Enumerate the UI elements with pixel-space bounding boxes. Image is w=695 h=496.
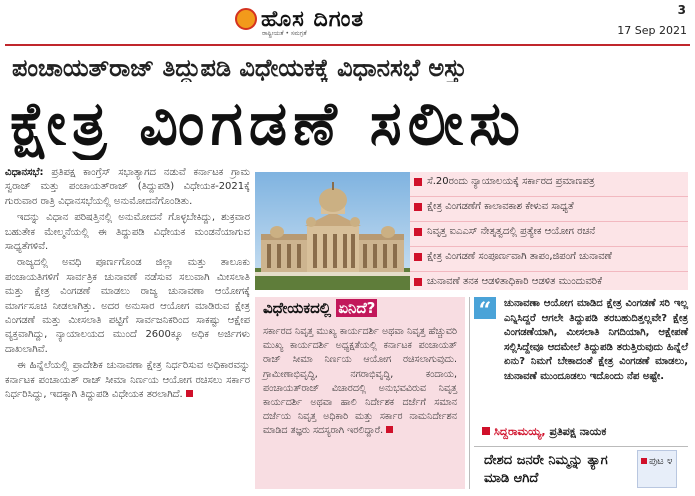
bill-summary-box xyxy=(255,297,465,489)
highlight-item: ಕ್ಷೇತ್ರ ವಿಂಗಡಣೆಗೆ ಕಾಲಾವಕಾಶ ಕೇಳುವ ಸಾಧ್ಯತೆ xyxy=(410,199,688,222)
paragraph-4-text: ಈ ಹಿನ್ನೆಲೆಯಲ್ಲಿ ಪ್ರಾದೇಶಿಕ ಚುನಾವಣಾ ಕ್ಷೇತ್ರ ನಿರ್ಧರಿಸುವ ಅಧಿಕಾರವನ್ನು ಕರ್ನಾಟಕ ಪಂಚಾಯತ್ ರಾಜ್ ಸೀಮಾ ನಿರ್ಣಯ ಆಯೋಗ ರಚಿಸಲು ಸರ್ಕಾರ ನಿರ್ಧರಿಸಿದ್ದು, ಇದಕ್ಕಾಗಿ ತಿದ್ದುಪಡಿ ವಿಧೇಯಕ ತರಲಾಗಿದೆ. xyxy=(5,360,250,401)
masthead-title: ಹೊಸ ದಿಗಂತ xyxy=(261,6,365,32)
teaser-divider xyxy=(474,446,688,447)
masthead-tagline: ರಾಷ್ಟ್ರೀಯತೆ • ಸಮಗ್ರತೆ xyxy=(262,30,307,37)
bullet-icon xyxy=(482,427,490,435)
bill-title-highlight: ಏನಿದೆ? xyxy=(338,299,376,317)
bullet-icon xyxy=(414,253,422,261)
main-headline: ಕ್ಷೇತ್ರ ವಿಂಗಡಣೆ ಸಲೀಸು xyxy=(10,89,527,159)
bill-box-title xyxy=(263,299,377,317)
end-mark-icon xyxy=(186,390,193,397)
quote-box xyxy=(474,297,688,438)
end-mark-icon xyxy=(386,426,393,433)
highlights-box xyxy=(410,172,688,290)
highlight-item: ಚುನಾವಣೆ ತನಕ ಆಡಳಿತಾಧಿಕಾರಿ ಆಡಳಿತ ಮುಂದುವರಿಕೆ xyxy=(410,274,688,296)
bullet-icon xyxy=(414,178,422,186)
highlight-item: ಕ್ಷೇತ್ರ ವಿಂಗಡಣೆ ಸಂಪೂರ್ಣವಾಗಿ ತಾಪಂ,ಜಿಪಂಗೆ ಚುನಾವಣೆ xyxy=(410,249,688,272)
highlight-item: ಸೆ.20ರಂದು ನ್ಯಾಯಾಲಯಕ್ಕೆ ಸರ್ಕಾರದ ಪ್ರಮಾಣಪತ್ರ xyxy=(410,174,688,197)
bullet-icon xyxy=(641,458,647,464)
article-body xyxy=(5,166,250,405)
masthead-rule xyxy=(5,44,690,46)
page-reference-label: ಪುಟ ೪ xyxy=(649,456,673,467)
teaser-headline[interactable]: ದೇಶದ ಜನರೇ ನಿಮ್ಮನ್ನು ತ್ಯಾಗ ಮಾಡಿ ಆಗಿದೆ xyxy=(484,453,608,486)
paragraph-1-text: ಪ್ರತಿಪಕ್ಷ ಕಾಂಗ್ರೆಸ್ ಸಭಾತ್ಯಾಗದ ನಡುವೆ ಕರ್ನಾಟಕ ಗ್ರಾಮ ಸ್ವರಾಜ್ ಮತ್ತು ಪಂಚಾಯತ್‌ರಾಜ್ (ತಿದ್ದುಪಡಿ) ವಿಧೇಯಕ-2021ಕ್ಕೆ ಗುರುವಾರ ರಾತ್ರಿ ವಿಧಾನಸಭೆಯಲ್ಲಿ ಅನುಮೋದನೆಗೊಂಡಿತು. xyxy=(5,167,250,207)
page-reference-tag[interactable] xyxy=(637,450,677,488)
column-divider xyxy=(469,297,470,489)
paragraph-2: ಇದನ್ನು ವಿಧಾನ ಪರಿಷತ್ತಿನಲ್ಲಿ ಅನುಮೋದನೆ ಗೊಳ್ಳಬೇಕಿದ್ದು, ಶುಕ್ರವಾರ ಬಹುತೇಕ ಮೇಲ್ಮನೆಯಲ್ಲಿ ಈ ತಿದ್ದುಪಡಿ ವಿಧೇಯಕ ಮಂಡನೆಯಾಗುವ ಸಾಧ್ಯತೆಗಳಿವೆ. xyxy=(5,212,250,253)
teaser-box[interactable] xyxy=(474,450,688,490)
paragraph-4 xyxy=(5,359,250,402)
paragraph-1 xyxy=(5,166,250,209)
publication-date: 17 Sep 2021 xyxy=(617,24,687,37)
quote-text: ಚುನಾವಣಾ ಆಯೋಗ ಮಾಡಿದ ಕ್ಷೇತ್ರ ವಿಂಗಡಣೆ ಸರಿ ಇಲ್ಲ ಎನ್ನಿಸಿದ್ದರೆ ಆಗಲೇ ತಿದ್ದುಪಡಿ ತರಬಹುದಿತ್ತಲ್ಲವೇ? ಕ್ಷೇತ್ರ ವಿಂಗಡಣೆಯಾಗಿ, ಮೀಸಲಾತಿ ನಿಗದಿಯಾಗಿ, ಆಕ್ಷೇಪಣೆ ಸಲ್ಲಿಸಿದ್ದೇವೂ ಆದಮೇಲೆ ತಿದ್ದುಪಡಿ ತರುತ್ತಿರುವುದು ಹಿನ್ನೆಲೆ ಏನು? ನಿಮಗೆ ಬೇಕಾದಂತೆ ಕ್ಷೇತ್ರ ವಿಂಗಡಣೆ ಮಾಡಲು, ಚುನಾವಣೆ ಮುಂದೂಡಲು ಇದೊಂದು ನೆಪ ಅಷ್ಟೇ. xyxy=(504,298,688,382)
sun-logo-icon xyxy=(235,8,257,30)
quote-role: ಪ್ರತಿಪಕ್ಷ ನಾಯಕ xyxy=(549,425,607,438)
bill-box-text xyxy=(263,325,457,439)
quote-attribution xyxy=(482,425,606,439)
dateline: ವಿಧಾನಸಭೆ: xyxy=(5,167,44,178)
bullet-icon xyxy=(414,228,422,236)
page-number: 3 xyxy=(677,3,686,17)
paragraph-3: ರಾಜ್ಯದಲ್ಲಿ ಅವಧಿ ಪೂರ್ಣಗೊಂಡ ಜಿಲ್ಲಾ ಮತ್ತು ತಾಲೂಕು ಪಂಚಾಯತಿಗಳಿಗೆ ಸಾರ್ವತ್ರಿಕ ಚುನಾವಣೆ ನಡೆಸುವ ಸಲುವಾಗಿ ಮೀಸಲಾತಿ ಮತ್ತು ಕ್ಷೇತ್ರ ವಿಂಗಡಣೆ ಮಾಡಲು ರಾಜ್ಯ ಚುನಾವಣಾ ಆಯೋಗಕ್ಕೆ ಮಾರ್ಗಸೂಚಿ ನೀಡಲಾಗಿತ್ತು. ಅದರ ಅನುಸಾರ ಆಯೋಗ ಮಾಡಿರುವ ಕ್ಷೇತ್ರ ವಿಂಗಡಣೆ ಮತ್ತು ಮೀಸಲಾತಿ ಪಟ್ಟಿಗೆ ಸಾರ್ವಜನಿಕರಿಂದ ಸಾಕಷ್ಟು ಆಕ್ಷೇಪ ವ್ಯಕ್ತವಾಗಿದ್ದು, ನ್ಯಾಯಾಲಯದ ಮುಂದೆ 2600ಕ್ಕೂ ಅಧಿಕ ಅರ್ಜಿಗಳು ದಾಖಲಾಗಿವೆ. xyxy=(5,257,250,355)
bill-text-body: ಸರ್ಕಾರದ ನಿವೃತ್ತ ಮುಖ್ಯ ಕಾರ್ಯದರ್ಶಿ ಅಥವಾ ನಿವೃತ್ತ ಹೆಚ್ಚುವರಿ ಮುಖ್ಯ ಕಾರ್ಯದರ್ಶಿ ಅಧ್ಯಕ್ಷತೆಯಲ್ಲಿ ಕರ್ನಾಟಕ ಪಂಚಾಯತ್ ರಾಜ್ ಸೀಮಾ ನಿರ್ಣಯ ಆಯೋಗ ರಚಿಸಲಾಗುವುದು. ಗ್ರಾಮೀಣಾಭಿವೃದ್ಧಿ, ನಗರಾಭಿವೃದ್ಧಿ, ಕಂದಾಯ, ಪಂಚಾಯತ್‌ರಾಜ್ ವಿಚಾರದಲ್ಲಿ ಅನುಭವವಿರುವ ನಿವೃತ್ತ ಕಾರ್ಯದರ್ಶಿ ಅಥವಾ ಹಾಲಿ ನಿರ್ದೇಶಕ ದರ್ಜೆಗೆ ಸಮಾನ ದರ್ಜೆಯ ನಿವೃತ್ತ ಅಧಿಕಾರಿ ಮತ್ತು ಸರ್ಕಾರ ನಾಮನಿರ್ದೇಶನ ಮಾಡಿದ ತಜ್ಞರು ಸದಸ್ಯರಾಗಿ ಇರಲಿದ್ದಾರೆ. xyxy=(263,326,457,437)
quote-author: ಸಿದ್ದರಾಮಯ್ಯ, xyxy=(494,425,546,438)
kicker-headline: ಪಂಚಾಯತ್‌ರಾಜ್ ತಿದ್ದುಪಡಿ ವಿಧೇಯಕಕ್ಕೆ ವಿಧಾನಸಭೆ ಅಸ್ತು xyxy=(12,54,467,82)
bill-title-prefix: ವಿಧೇಯಕದಲ್ಲಿ xyxy=(263,299,332,317)
bullet-icon xyxy=(414,278,422,286)
highlight-item: ನಿವೃತ್ತ ಐಎಎಸ್ ನೇತೃತ್ವದಲ್ಲಿ ಪ್ರತ್ಯೇಕ ಆಯೋಗ ರಚನೆ xyxy=(410,224,688,247)
quote-mark-icon: “ xyxy=(474,297,496,319)
bullet-icon xyxy=(414,203,422,211)
vidhana-soudha-photo xyxy=(255,172,410,290)
